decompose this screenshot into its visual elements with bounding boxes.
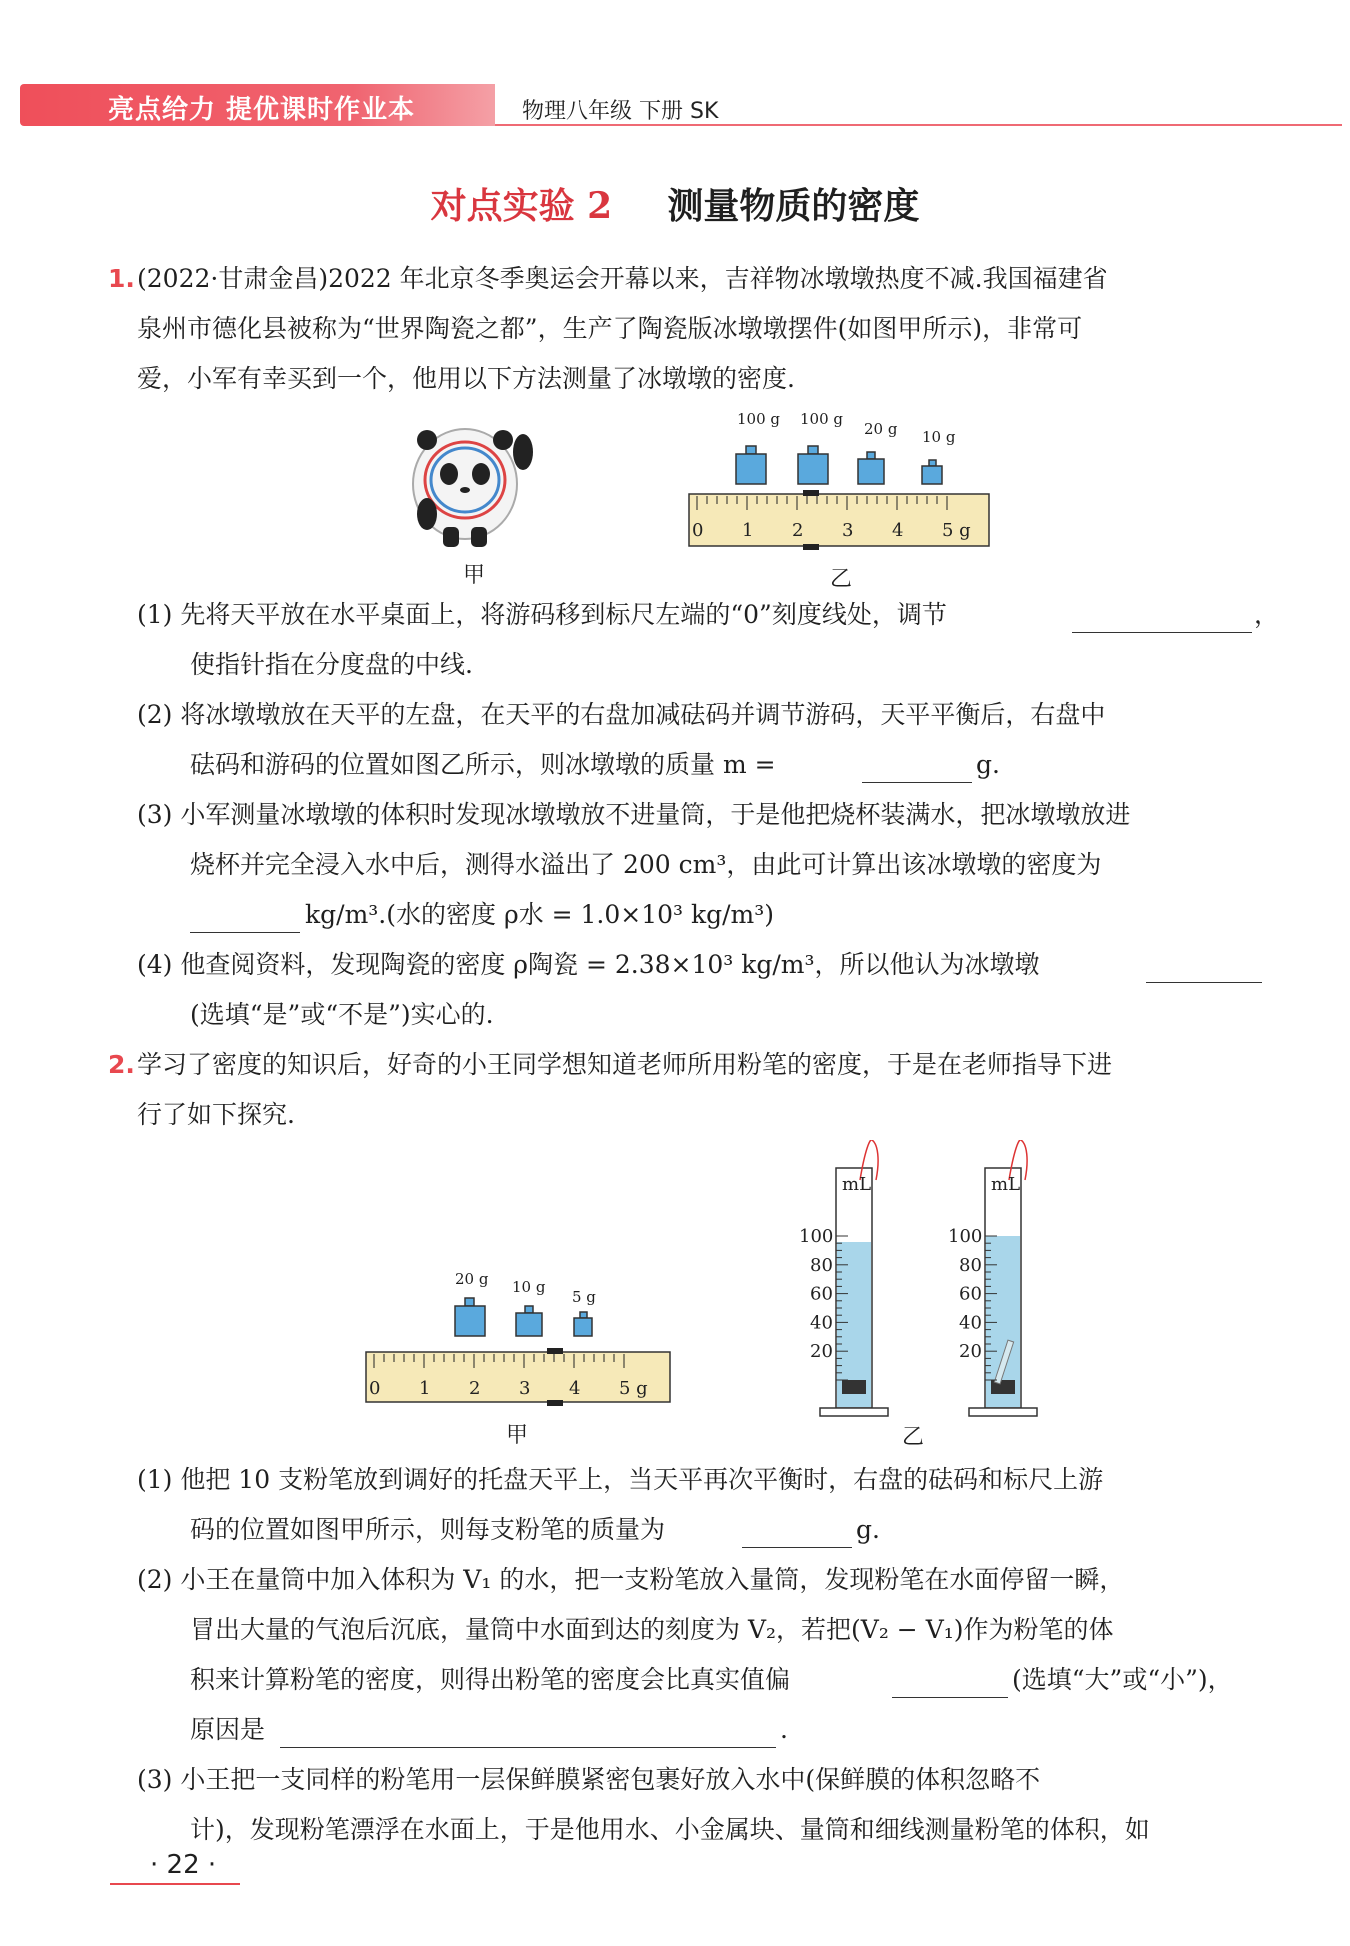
q2-weight-label: 20 g (455, 1270, 489, 1288)
cylinder-label: 80 (959, 1254, 982, 1276)
q1-sub2-text-2: 砝码和游码的位置如图乙所示，则冰墩墩的质量 m = (190, 750, 776, 779)
q1-weight-label: 10 g (922, 428, 956, 446)
q1-sub2-answer-blank[interactable] (862, 760, 972, 783)
cylinder-label: 80 (810, 1254, 833, 1276)
q2-sub2-period: . (780, 1715, 788, 1744)
q1-stem-line-2: 泉州市德化县被称为“世界陶瓷之都”，生产了陶瓷版冰墩墩摆件(如图甲所示)，非常可 (137, 314, 1083, 343)
q1-number: 1. (108, 264, 135, 293)
q2-fig-jia-caption: 甲 (506, 1423, 529, 1448)
q2-number: 2. (108, 1050, 135, 1079)
book-info: 物理八年级 下册 SK (522, 99, 719, 124)
ruler-label: 4 (892, 520, 904, 541)
q2-sub2-reason-blank[interactable] (280, 1725, 776, 1748)
ruler-label: 5 g (619, 1378, 648, 1399)
q1-sub1-text: (1) 先将天平放在水平桌面上，将游码移到标尺左端的“0”刻度线处，调节 (137, 600, 947, 629)
q2-sub1-text: (1) 他把 10 支粉笔放到调好的托盘天平上，当天平再次平衡时，右盘的砝码和标尺上游 (137, 1465, 1104, 1494)
q2-sub2-text: (2) 小王在量筒中加入体积为 V₁ 的水，把一支粉笔放入量筒，发现粉笔在水面停留一瞬， (137, 1565, 1125, 1594)
q1-sub4-answer-blank[interactable] (1146, 960, 1262, 983)
q2-sub2-text-2: 冒出大量的气泡后沉底，量筒中水面到达的刻度为 V₂，若把(V₂ − V₁)作为粉笔的体 (190, 1615, 1114, 1644)
q2-stem-line-2: 行了如下探究. (137, 1100, 295, 1129)
q2-weight-label: 10 g (512, 1278, 546, 1296)
cylinder-label: 60 (959, 1283, 982, 1305)
q1-stem-line-3: 爱，小军有幸买到一个，他用以下方法测量了冰墩墩的密度. (137, 364, 795, 393)
cylinder-label: 40 (810, 1312, 833, 1334)
q1-weight-label: 100 g (737, 410, 781, 428)
page-number-rule (110, 1883, 240, 1885)
q2-sub2-reason-label: 原因是 (190, 1715, 266, 1744)
ruler-label: 3 (519, 1378, 531, 1399)
q1-balance-figure (685, 434, 995, 556)
q1-sub3-text: (3) 小军测量冰墩墩的体积时发现冰墩墩放不进量筒，于是他把烧杯装满水，把冰墩墩放进 (137, 800, 1131, 829)
ruler-label: 4 (569, 1378, 581, 1399)
q2-sub2-hint: (选填“大”或“小”)， (1012, 1665, 1233, 1694)
q1-sub1-text-2: 使指针指在分度盘的中线. (190, 650, 473, 679)
cylinder-label: 100 (948, 1226, 983, 1247)
q2-cylinders-figure (790, 1140, 1050, 1420)
q2-sub1-unit: g. (856, 1515, 880, 1544)
q2-sub1-text-2: 码的位置如图甲所示，则每支粉笔的质量为 (190, 1515, 666, 1544)
q2-stem-line-1: 学习了密度的知识后，好奇的小王同学想知道老师所用粉笔的密度，于是在老师指导下进 (137, 1050, 1113, 1079)
q1-sub4-text-2: (选填“是”或“不是”)实心的. (190, 1000, 494, 1029)
q2-sub3-text-2: 计)，发现粉笔漂浮在水面上，于是他用水、小金属块、量筒和细线测量粉笔的体积，如 (190, 1815, 1150, 1844)
q1-weight-label: 20 g (864, 420, 898, 438)
q1-stem-line-1: (2022·甘肃金昌)2022 年北京冬季奥运会开幕以来，吉祥物冰墩墩热度不减.我国福建省 (137, 264, 1108, 293)
q1-weight-label: 100 g (800, 410, 844, 428)
ruler-label: 0 (692, 520, 704, 541)
ruler-label: 3 (842, 520, 854, 541)
cylinder-unit: mL (842, 1174, 872, 1195)
ruler-label: 0 (369, 1378, 381, 1399)
cylinder-label: 60 (810, 1283, 833, 1305)
header-rule (495, 124, 1342, 126)
q1-fig-yi-caption: 乙 (830, 567, 853, 592)
q1-sub2-unit: g. (976, 750, 1000, 779)
q1-sub1-comma: ， (1254, 600, 1280, 629)
q1-sub3-text-2: 烧杯并完全浸入水中后，测得水溢出了 200 cm³，由此可计算出该冰墩墩的密度为 (190, 850, 1102, 879)
ruler-label: 2 (469, 1378, 481, 1399)
q2-sub2-text-3: 积来计算粉笔的密度，则得出粉笔的密度会比真实值偏 (190, 1665, 791, 1694)
section-name: 测量物质的密度 (667, 185, 920, 227)
cylinder-unit: mL (991, 1174, 1021, 1195)
cylinder-label: 20 (959, 1341, 982, 1363)
q1-sub2-text: (2) 将冰墩墩放在天平的左盘，在天平的右盘加减砝码并调节游码，天平平衡后，右盘中 (137, 700, 1106, 729)
q2-balance-figure (360, 1290, 675, 1415)
ruler-label: 5 g (942, 520, 971, 541)
q2-sub2-answer-blank[interactable] (892, 1675, 1008, 1698)
mascot-figure (405, 422, 540, 552)
cylinder-label: 20 (810, 1341, 833, 1363)
q1-sub4-text: (4) 他查阅资料，发现陶瓷的密度 ρ陶瓷 = 2.38×10³ kg/m³，所以他认为冰墩墩 (137, 950, 1040, 979)
q1-fig-jia-caption: 甲 (463, 563, 486, 588)
q2-fig-yi-caption: 乙 (902, 1425, 925, 1450)
header-banner-text: 亮点给力 提优课时作业本 (108, 95, 416, 125)
ruler-label: 2 (792, 520, 804, 541)
section-label: 对点实验 2 (430, 185, 613, 227)
section-title (0, 178, 1350, 229)
q1-sub3-answer-blank[interactable] (190, 910, 300, 933)
page-number: · 22 · (150, 1850, 217, 1880)
q1-sub3-text-3: kg/m³.(水的密度 ρ水 = 1.0×10³ kg/m³) (305, 900, 775, 929)
ruler-label: 1 (742, 520, 754, 541)
ruler-label: 1 (419, 1378, 431, 1399)
q2-sub3-text: (3) 小王把一支同样的粉笔用一层保鲜膜紧密包裹好放入水中(保鲜膜的体积忽略不 (137, 1765, 1041, 1794)
q2-sub1-answer-blank[interactable] (742, 1525, 852, 1548)
q2-weight-label: 5 g (572, 1288, 596, 1306)
cylinder-label: 100 (799, 1226, 834, 1247)
q1-sub1-answer-blank[interactable] (1072, 610, 1252, 633)
cylinder-label: 40 (959, 1312, 982, 1334)
